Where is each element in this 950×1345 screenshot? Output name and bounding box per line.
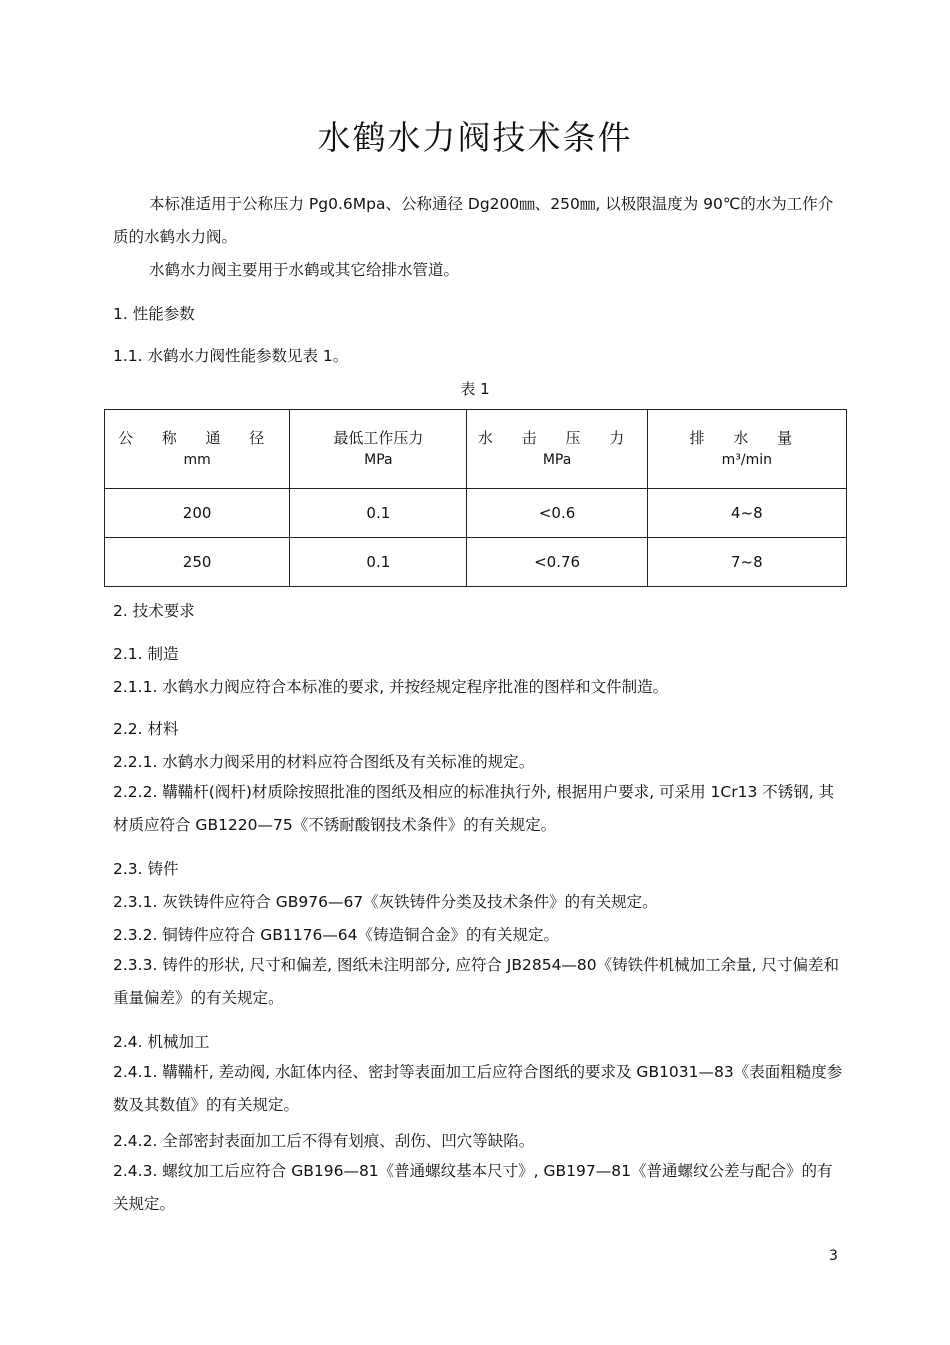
table-row — [105, 538, 847, 587]
table-caption: 表 1 — [460, 380, 490, 398]
table-cell: <0.76 — [467, 538, 647, 587]
section-heading-1-1: 1.1. 水鹤水力阀性能参数见表 1。 — [113, 347, 349, 365]
performance-table — [104, 409, 847, 587]
table-header-cell: 最低工作压力 MPa — [290, 410, 467, 489]
table-header-cell: 排 水 量 m³/min — [647, 410, 846, 489]
intro-paragraph-2: 水鹤水力阀主要用于水鹤或其它给排水管道。 — [149, 261, 460, 279]
section-heading-1: 1. 性能参数 — [113, 305, 195, 323]
section-heading-2-3: 2.3. 铸件 — [113, 860, 179, 878]
section-heading-2-4: 2.4. 机械加工 — [113, 1033, 210, 1051]
table-header-row — [105, 410, 847, 489]
table-header-cell: 水 击 压 力 MPa — [467, 410, 647, 489]
section-heading-2-1: 2.1. 制造 — [113, 645, 179, 663]
table-cell: 4~8 — [647, 489, 846, 538]
clause-2-4-2: 2.4.2. 全部密封表面加工后不得有划痕、刮伤、凹穴等缺陷。 — [113, 1132, 535, 1150]
clause-2-4-3: 2.4.3. 螺纹加工后应符合 GB196—81《普通螺纹基本尺寸》, GB197—81《普通螺纹公差与配合》的有关规定。 — [113, 1162, 833, 1213]
section-heading-2: 2. 技术要求 — [113, 602, 195, 620]
clause-2-4-1: 2.4.1. 鞲鞴杆, 差动阀, 水缸体内径、密封等表面加工后应符合图纸的要求及 GB1031—83《表面粗糙度参数及其数值》的有关规定。 — [113, 1063, 843, 1114]
clause-2-1-1: 2.1.1. 水鹤水力阀应符合本标准的要求, 并按经规定程序批准的图样和文件制造。 — [113, 678, 669, 696]
table-cell: 0.1 — [290, 489, 467, 538]
page-title: 水鹤水力阀技术条件 — [317, 118, 633, 157]
clause-2-3-2: 2.3.2. 铜铸件应符合 GB1176—64《铸造铜合金》的有关规定。 — [113, 926, 560, 944]
clause-2-2-1: 2.2.1. 水鹤水力阀采用的材料应符合图纸及有关标准的规定。 — [113, 753, 535, 771]
table-cell: 0.1 — [290, 538, 467, 587]
intro-paragraph-1: 本标准适用于公称压力 Pg0.6Mpa、公称通径 Dg200㎜、250㎜, 以极限温度为 90℃的水为工作介质的水鹤水力阀。 — [113, 195, 834, 246]
clause-2-3-1: 2.3.1. 灰铁铸件应符合 GB976—67《灰铁铸件分类及技术条件》的有关规定。 — [113, 893, 658, 911]
page-number: 3 — [829, 1248, 838, 1264]
table-cell: 200 — [105, 489, 290, 538]
section-heading-2-2: 2.2. 材料 — [113, 720, 179, 738]
table-cell: <0.6 — [467, 489, 647, 538]
table-cell: 7~8 — [647, 538, 846, 587]
table-row — [105, 489, 847, 538]
clause-2-2-2: 2.2.2. 鞲鞴杆(阀杆)材质除按照批准的图纸及相应的标准执行外, 根据用户要求, 可采用 1Cr13 不锈钢, 其材质应符合 GB1220—75《不锈耐酸钢技术条件》的有关规定。 — [113, 783, 835, 834]
table-header-cell: 公 称 通 径 mm — [105, 410, 290, 489]
clause-2-3-3: 2.3.3. 铸件的形状, 尺寸和偏差, 图纸未注明部分, 应符合 JB2854—80《铸铁件机械加工余量, 尺寸偏差和重量偏差》的有关规定。 — [113, 956, 840, 1007]
table-cell: 250 — [105, 538, 290, 587]
